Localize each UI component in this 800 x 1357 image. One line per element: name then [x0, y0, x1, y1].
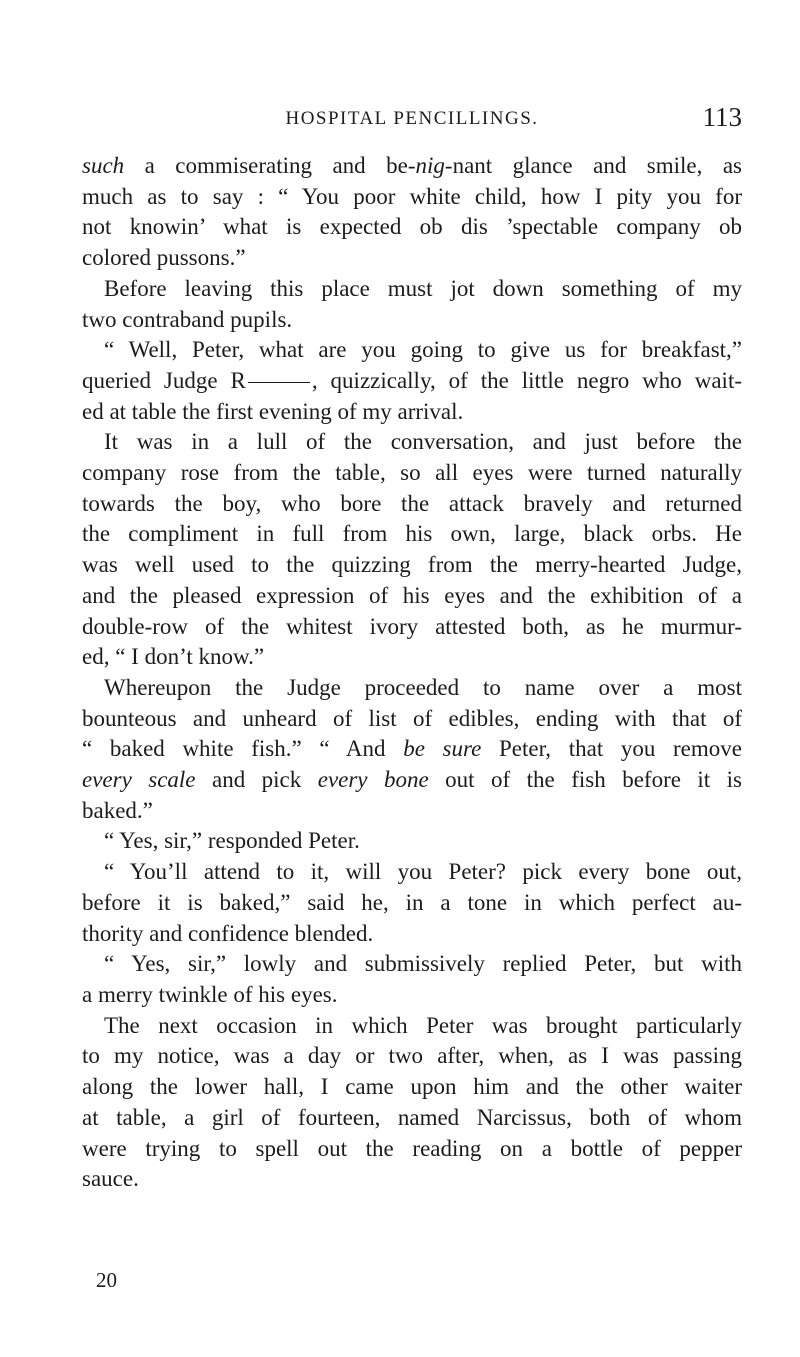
paragraph-start: “ Yes, sir,” responded Peter.	[104, 828, 360, 854]
text-line: sauce.	[82, 1166, 139, 1192]
italic-such: such	[82, 153, 125, 178]
italic-every-bone: every bone	[317, 767, 429, 793]
paragraph-start: Before leaving this place must jot down something of my	[104, 275, 742, 301]
italic-be-sure: be sure	[403, 736, 482, 762]
text-line: to my notice, was a day or two after, when, as I was passing	[82, 1043, 742, 1069]
signature-mark: 20	[96, 1268, 117, 1292]
text-line: at table, a girl of fourteen, named Narcissus, both of whom	[82, 1104, 742, 1130]
text-line: the compliment in full from his own, large, black orbs. He	[82, 521, 742, 547]
paragraph-start: Whereupon the Judge proceeded to name over a most	[104, 674, 742, 700]
running-title: HOSPITAL PENCILLINGS.	[285, 108, 539, 129]
text-line: and the pleased expression of his eyes and the exhibition of a	[82, 582, 742, 608]
italic-nig: nig	[415, 153, 445, 178]
text-line: baked.”	[82, 797, 153, 823]
text-line: every scale and pick every bone out of the fish before it is	[82, 767, 742, 793]
paragraph-start: The next occasion in which Peter was brought particularly	[104, 1012, 742, 1038]
page-number: 113	[702, 102, 742, 132]
text-line: such a commiserating and be-nig-nant glance and smile, as	[82, 153, 742, 178]
text-line: towards the boy, who bore the attack bravely and returned	[82, 490, 742, 516]
em-dash-rule	[248, 382, 310, 383]
paragraph-start: “ Yes, sir,” lowly and submissively replied Peter, but with	[104, 951, 742, 977]
text-line: much as to say : “ You poor white child, how I pity you for	[82, 183, 742, 209]
text-line: were trying to spell out the reading on a bottle of pepper	[82, 1135, 742, 1161]
text-line: two contraband pupils.	[82, 306, 293, 332]
text-line: ed at table the first evening of my arrival.	[82, 398, 464, 424]
text-line: “ baked white fish.” “ And be sure Peter, that you remove	[82, 736, 742, 762]
text-line: colored pussons.”	[82, 245, 246, 271]
text-line: a merry twinkle of his eyes.	[82, 981, 338, 1007]
text-line: was well used to the quizzing from the merry-hearted Judge,	[82, 552, 742, 578]
body-text	[82, 151, 742, 1195]
text-line: queried Judge R , quizzically, of the little negro who wait-	[82, 367, 742, 393]
text-line: double-row of the whitest ivory attested both, as he murmur-	[82, 613, 742, 639]
text-line: company rose from the table, so all eyes were turned naturally	[82, 460, 742, 486]
text-line: along the lower hall, I came upon him and the other waiter	[82, 1074, 742, 1100]
paragraph-start: “ You’ll attend to it, will you Peter? pick every bone out,	[104, 859, 742, 885]
text-line: not knowin’ what is expected ob dis ’spectable company ob	[82, 214, 742, 240]
text-line: thority and confidence blended.	[82, 920, 374, 946]
text-line: bounteous and unheard of list of edibles, ending with that of	[82, 705, 742, 731]
italic-every-scale: every scale	[82, 767, 196, 793]
paragraph-start: It was in a lull of the conversation, and just before the	[104, 429, 742, 455]
running-head	[82, 102, 742, 134]
paragraph-start: “ Well, Peter, what are you going to give us for breakfast,”	[104, 337, 742, 363]
text-line: ed, “ I don’t know.”	[82, 644, 265, 670]
text-line: before it is baked,” said he, in a tone in which perfect au-	[82, 889, 742, 915]
